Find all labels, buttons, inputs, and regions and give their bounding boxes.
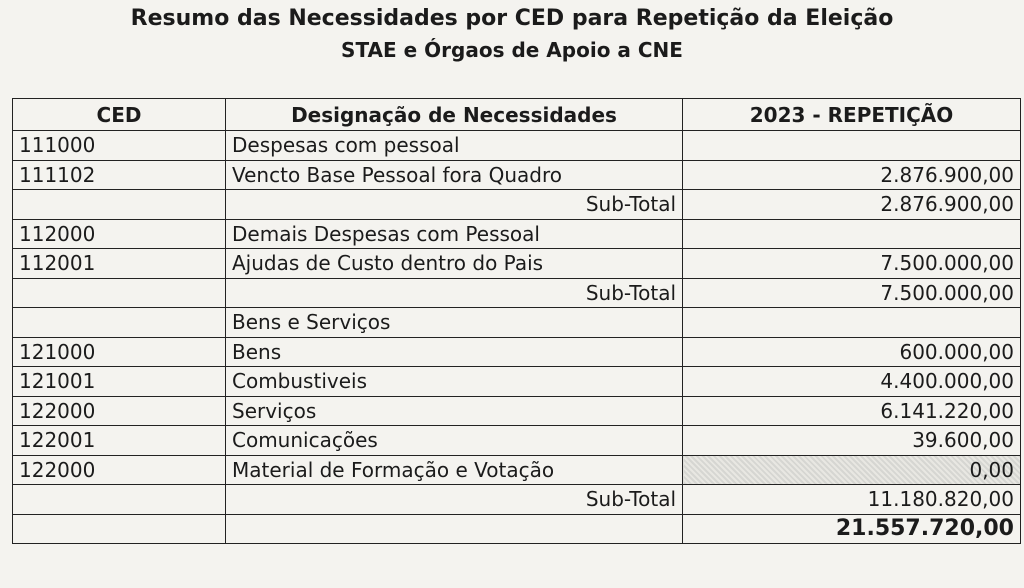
ced-code: 112000 <box>13 219 226 249</box>
ced-code: 112001 <box>13 249 226 279</box>
table-row <box>13 219 1021 249</box>
table-row <box>13 308 1021 338</box>
table-row <box>13 455 1021 485</box>
grand-total-amount: 21.557.720,00 <box>683 514 1021 544</box>
designation <box>226 514 683 544</box>
amount: 6.141.220,00 <box>683 396 1021 426</box>
amount <box>683 219 1021 249</box>
subtotal-row <box>13 485 1021 515</box>
designation: Bens e Serviços <box>226 308 683 338</box>
designation: Vencto Base Pessoal fora Quadro <box>226 160 683 190</box>
subtotal-amount: 11.180.820,00 <box>683 485 1021 515</box>
amount: 39.600,00 <box>683 426 1021 456</box>
subtotal-label: Sub-Total <box>226 278 683 308</box>
table-header-row <box>13 99 1021 131</box>
amount: 600.000,00 <box>683 337 1021 367</box>
subtotal-row <box>13 278 1021 308</box>
header-valor: 2023 - REPETIÇÃO <box>683 99 1021 131</box>
ced-code: 122000 <box>13 455 226 485</box>
designation: Despesas com pessoal <box>226 131 683 161</box>
designation: Material de Formação e Votação <box>226 455 683 485</box>
subtotal-label: Sub-Total <box>226 485 683 515</box>
subtotal-amount: 2.876.900,00 <box>683 190 1021 220</box>
amount <box>683 308 1021 338</box>
designation: Ajudas de Custo dentro do Pais <box>226 249 683 279</box>
amount: 4.400.000,00 <box>683 367 1021 397</box>
ced-code <box>13 308 226 338</box>
amount: 7.500.000,00 <box>683 249 1021 279</box>
designation: Combustiveis <box>226 367 683 397</box>
amount <box>683 131 1021 161</box>
table-row <box>13 337 1021 367</box>
document-subtitle: STAE e Órgaos de Apoio a CNE <box>341 38 683 62</box>
subtotal-label: Sub-Total <box>226 190 683 220</box>
needs-table <box>12 98 1021 544</box>
designation: Serviços <box>226 396 683 426</box>
table-row <box>13 426 1021 456</box>
amount: 2.876.900,00 <box>683 160 1021 190</box>
table-row <box>13 396 1021 426</box>
ced-code: 121000 <box>13 337 226 367</box>
ced-code: 111000 <box>13 131 226 161</box>
table-row <box>13 160 1021 190</box>
subtotal-row <box>13 190 1021 220</box>
table-row <box>13 131 1021 161</box>
grand-total-row <box>13 514 1021 544</box>
ced-code: 111102 <box>13 160 226 190</box>
ced-code: 122000 <box>13 396 226 426</box>
ced-code <box>13 278 226 308</box>
ced-code: 122001 <box>13 426 226 456</box>
header-ced: CED <box>13 99 226 131</box>
designation: Comunicações <box>226 426 683 456</box>
ced-code: 121001 <box>13 367 226 397</box>
amount: 0,00 <box>683 455 1021 485</box>
ced-code <box>13 514 226 544</box>
header-designacao: Designação de Necessidades <box>226 99 683 131</box>
table-row <box>13 367 1021 397</box>
designation: Demais Despesas com Pessoal <box>226 219 683 249</box>
designation: Bens <box>226 337 683 367</box>
document-title: Resumo das Necessidades por CED para Repetição da Eleição <box>130 6 894 31</box>
ced-code <box>13 190 226 220</box>
table-row <box>13 249 1021 279</box>
ced-code <box>13 485 226 515</box>
subtotal-amount: 7.500.000,00 <box>683 278 1021 308</box>
